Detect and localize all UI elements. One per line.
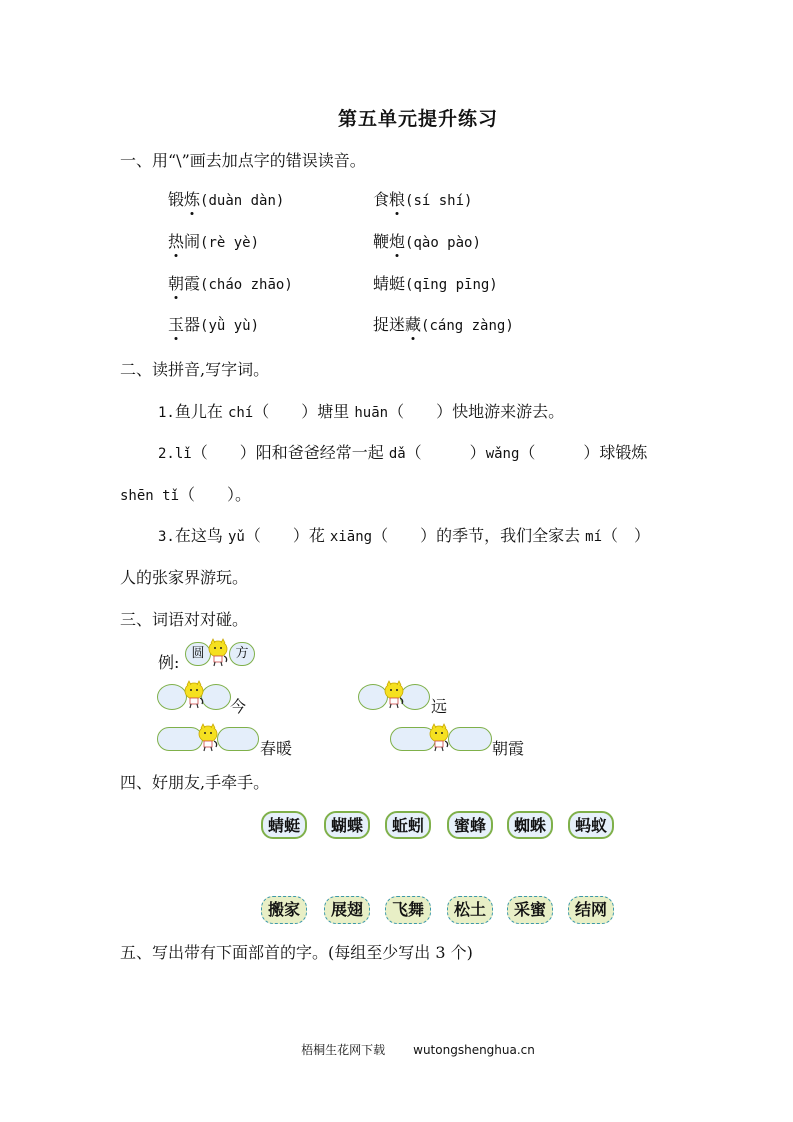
pinyin: lǐ [174, 446, 192, 462]
pinyin: xiāng [329, 529, 373, 545]
insect-tag-4[interactable]: 蜜蜂 [447, 811, 493, 839]
pinyin-options: (sí shí) [405, 193, 473, 209]
question-number: 3. [158, 529, 175, 545]
pinyin-item-1 [168, 187, 284, 210]
pinyin: huān [354, 405, 389, 421]
pinyin-item-3 [168, 229, 259, 252]
pinyin-item-4 [373, 229, 481, 252]
bubble-blank-right[interactable] [201, 684, 231, 710]
pinyin-item-6 [373, 271, 498, 294]
dotted-char: 粮 [389, 187, 405, 210]
pair-suffix-1: 今 [230, 697, 247, 716]
pinyin: shēn tǐ [120, 488, 180, 504]
question-3 [158, 523, 650, 546]
pinyin-options: (cháo zhāo) [200, 277, 293, 293]
insect-tag-5[interactable]: 蜘蛛 [507, 811, 553, 839]
item-chars: 闹 [184, 232, 201, 251]
answer-blank[interactable]: （ ）快地游来游去。 [388, 402, 565, 421]
item-chars: 食 [373, 190, 390, 209]
question-2-cont [120, 482, 251, 505]
question-1 [158, 399, 564, 422]
pinyin: mí [585, 529, 603, 545]
item-chars: 蜻蜓 [373, 274, 406, 293]
bubble-blank-right[interactable] [217, 727, 259, 751]
pinyin-options: (qào pào) [405, 235, 481, 251]
item-chars: 锻 [168, 190, 185, 209]
section4-heading: 四、好朋友,手牵手。 [120, 773, 270, 792]
insect-tag-1[interactable]: 蜻蜓 [261, 811, 307, 839]
pinyin-options: (yǜ yù) [200, 318, 260, 334]
answer-blank[interactable]: （ ） [405, 443, 486, 462]
pinyin: chí [227, 405, 254, 421]
pinyin-options: (rè yè) [200, 235, 260, 251]
pair-suffix-4: 朝霞 [492, 739, 525, 758]
pinyin-item-2 [373, 187, 472, 210]
question-number: 1. [158, 405, 175, 421]
pinyin: yǔ [227, 529, 245, 545]
answer-blank[interactable]: （ ）球锻炼 [519, 443, 648, 462]
pair-suffix-2: 远 [431, 697, 448, 716]
pinyin: dǎ [388, 446, 406, 462]
text: 鱼儿在 [174, 402, 228, 421]
answer-blank[interactable]: （ ）阳和爸爸经常一起 [191, 443, 389, 462]
pinyin-options: (cáng zàng) [421, 318, 514, 334]
dotted-char: 玉 [168, 312, 184, 335]
bee-icon [207, 638, 229, 668]
bubble-right: 方 [229, 642, 255, 666]
section5-heading: 五、写出带有下面部首的字。(每组至少写出 3 个) [120, 943, 473, 962]
pinyin-options: (duàn dàn) [200, 193, 285, 209]
question-3-cont: 人的张家界游玩。 [120, 568, 249, 587]
section3-heading: 三、词语对对碰。 [120, 610, 249, 629]
item-chars: 鞭 [373, 232, 390, 251]
dotted-char: 藏 [405, 312, 421, 335]
footer-url[interactable]: wutongshenghua.cn [413, 1043, 535, 1057]
action-tag-3[interactable]: 飞舞 [385, 896, 431, 924]
dotted-char: 炼 [184, 187, 200, 210]
dotted-char: 炮 [389, 229, 405, 252]
example-label: 例: [158, 653, 180, 672]
footer-source: 梧桐生花网下载 [301, 1043, 386, 1057]
question-number: 2. [158, 446, 175, 462]
item-chars: 器 [184, 315, 201, 334]
answer-blank[interactable]: （ ）。 [179, 485, 252, 504]
insect-tag-3[interactable]: 蚯蚓 [385, 811, 431, 839]
pinyin-item-5 [168, 271, 293, 294]
pinyin-item-7 [168, 312, 259, 335]
bubble-left: 圆 [185, 642, 211, 666]
bee-icon [197, 723, 219, 753]
action-tag-6[interactable]: 结网 [568, 896, 614, 924]
action-tag-4[interactable]: 松土 [447, 896, 493, 924]
bubble-blank-right[interactable] [448, 727, 492, 751]
action-tag-5[interactable]: 采蜜 [507, 896, 553, 924]
footer [0, 1041, 793, 1058]
pair-suffix-3: 春暖 [260, 739, 293, 758]
insect-tag-6[interactable]: 蚂蚁 [568, 811, 614, 839]
dotted-char: 朝 [168, 271, 184, 294]
action-tag-1[interactable]: 搬家 [261, 896, 307, 924]
text: 在这鸟 [174, 526, 228, 545]
example-bubble-pair [185, 642, 257, 670]
bee-icon [183, 680, 205, 710]
insect-tag-2[interactable]: 蝴蝶 [324, 811, 370, 839]
pinyin-options: (qīng pīng) [405, 277, 498, 293]
section2-heading: 二、读拼音,写字词。 [120, 360, 270, 379]
answer-blank[interactable]: （ ）塘里 [253, 402, 355, 421]
dotted-char: 热 [168, 229, 184, 252]
pinyin: wǎng [485, 446, 520, 462]
answer-blank[interactable]: （ ） [602, 526, 651, 545]
bubble-pair-4 [390, 727, 500, 755]
item-chars: 霞 [184, 274, 201, 293]
page-title: 第五单元提升练习 [337, 108, 498, 130]
bee-icon [383, 680, 405, 710]
bubble-pair-3 [157, 727, 267, 755]
pinyin-item-8 [373, 312, 514, 335]
action-tag-2[interactable]: 展翅 [324, 896, 370, 924]
question-2 [158, 440, 647, 463]
bee-icon [428, 723, 450, 753]
section1-heading: 一、用“\”画去加点字的错误读音。 [120, 151, 366, 170]
answer-blank[interactable]: （ ）花 [244, 526, 330, 545]
answer-blank[interactable]: （ ）的季节，我们全家去 [372, 526, 586, 545]
item-chars: 捉迷 [373, 315, 406, 334]
